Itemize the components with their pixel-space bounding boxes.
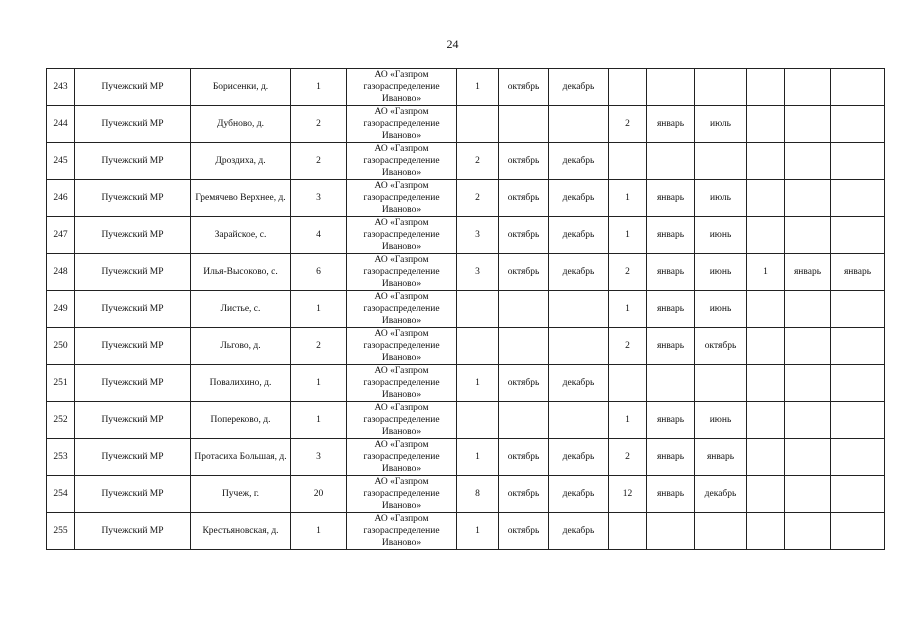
table-row xyxy=(47,291,885,328)
row-number: 250 xyxy=(47,328,75,365)
period-a-end: декабрь xyxy=(549,217,609,254)
period-a-end xyxy=(549,328,609,365)
period-a-end: декабрь xyxy=(549,143,609,180)
table-row xyxy=(47,69,885,106)
period-b-start: январь xyxy=(647,328,695,365)
gasification-table xyxy=(46,68,885,550)
district-cell: Пучежский МР xyxy=(75,106,191,143)
period-c-quantity xyxy=(747,476,785,513)
period-a-quantity: 2 xyxy=(457,143,499,180)
row-number: 249 xyxy=(47,291,75,328)
period-b-quantity xyxy=(609,513,647,550)
row-number: 255 xyxy=(47,513,75,550)
period-b-start: январь xyxy=(647,291,695,328)
period-b-start: январь xyxy=(647,476,695,513)
period-c-end xyxy=(831,439,885,476)
district-cell: Пучежский МР xyxy=(75,217,191,254)
period-c-quantity: 1 xyxy=(747,254,785,291)
count-cell: 4 xyxy=(291,217,347,254)
period-c-quantity xyxy=(747,439,785,476)
district-cell: Пучежский МР xyxy=(75,365,191,402)
period-b-end: июнь xyxy=(695,291,747,328)
period-b-quantity: 1 xyxy=(609,180,647,217)
period-c-quantity xyxy=(747,217,785,254)
count-cell: 3 xyxy=(291,439,347,476)
locality-cell: Гремячево Верхнее, д. xyxy=(191,180,291,217)
table-row xyxy=(47,180,885,217)
period-c-end xyxy=(831,513,885,550)
period-b-end xyxy=(695,365,747,402)
period-a-start: октябрь xyxy=(499,180,549,217)
locality-cell: Крестьяновская, д. xyxy=(191,513,291,550)
period-c-quantity xyxy=(747,328,785,365)
period-c-quantity xyxy=(747,180,785,217)
count-cell: 2 xyxy=(291,328,347,365)
period-c-start xyxy=(785,476,831,513)
period-a-start xyxy=(499,402,549,439)
operator-cell: АО «Газпром газораспределение Иваново» xyxy=(347,143,457,180)
table-row xyxy=(47,254,885,291)
period-b-end: июль xyxy=(695,106,747,143)
table-row xyxy=(47,143,885,180)
period-a-end: декабрь xyxy=(549,365,609,402)
period-c-start xyxy=(785,106,831,143)
locality-cell: Борисенки, д. xyxy=(191,69,291,106)
period-b-quantity: 2 xyxy=(609,328,647,365)
page-number: 24 xyxy=(446,37,459,51)
period-c-quantity xyxy=(747,291,785,328)
period-c-end xyxy=(831,328,885,365)
district-cell: Пучежский МР xyxy=(75,143,191,180)
period-c-quantity xyxy=(747,365,785,402)
count-cell: 3 xyxy=(291,180,347,217)
period-a-quantity: 8 xyxy=(457,476,499,513)
period-b-quantity: 2 xyxy=(609,254,647,291)
period-a-start xyxy=(499,328,549,365)
period-c-quantity xyxy=(747,402,785,439)
period-c-start xyxy=(785,180,831,217)
period-a-end: декабрь xyxy=(549,476,609,513)
period-a-start: октябрь xyxy=(499,69,549,106)
operator-cell: АО «Газпром газораспределение Иваново» xyxy=(347,69,457,106)
period-a-end: декабрь xyxy=(549,69,609,106)
row-number: 243 xyxy=(47,69,75,106)
period-b-start xyxy=(647,365,695,402)
period-c-end xyxy=(831,365,885,402)
period-a-start: октябрь xyxy=(499,513,549,550)
row-number: 245 xyxy=(47,143,75,180)
period-a-quantity: 2 xyxy=(457,180,499,217)
period-a-start: октябрь xyxy=(499,365,549,402)
period-a-end: декабрь xyxy=(549,254,609,291)
period-b-end: июнь xyxy=(695,254,747,291)
period-c-start xyxy=(785,513,831,550)
period-b-quantity xyxy=(609,69,647,106)
period-c-end xyxy=(831,143,885,180)
period-b-start xyxy=(647,69,695,106)
period-a-start: октябрь xyxy=(499,439,549,476)
period-c-end xyxy=(831,217,885,254)
period-c-start xyxy=(785,69,831,106)
period-b-quantity: 1 xyxy=(609,217,647,254)
period-b-end: июнь xyxy=(695,217,747,254)
period-c-end xyxy=(831,291,885,328)
period-a-start xyxy=(499,291,549,328)
period-a-quantity xyxy=(457,402,499,439)
period-a-quantity: 1 xyxy=(457,365,499,402)
locality-cell: Дубново, д. xyxy=(191,106,291,143)
period-c-quantity xyxy=(747,106,785,143)
period-b-end: октябрь xyxy=(695,328,747,365)
period-c-quantity xyxy=(747,69,785,106)
period-b-start: январь xyxy=(647,254,695,291)
locality-cell: Пучеж, г. xyxy=(191,476,291,513)
period-c-end xyxy=(831,476,885,513)
period-a-end xyxy=(549,291,609,328)
district-cell: Пучежский МР xyxy=(75,513,191,550)
period-b-start xyxy=(647,143,695,180)
period-c-end xyxy=(831,180,885,217)
period-c-quantity xyxy=(747,143,785,180)
period-a-quantity: 1 xyxy=(457,513,499,550)
row-number: 253 xyxy=(47,439,75,476)
period-b-start: январь xyxy=(647,106,695,143)
period-a-quantity xyxy=(457,328,499,365)
locality-cell: Поперековo, д. xyxy=(191,402,291,439)
count-cell: 6 xyxy=(291,254,347,291)
period-b-quantity: 2 xyxy=(609,106,647,143)
period-b-start xyxy=(647,513,695,550)
operator-cell: АО «Газпром газораспределение Иваново» xyxy=(347,328,457,365)
period-c-start xyxy=(785,291,831,328)
period-b-end: июль xyxy=(695,180,747,217)
period-b-quantity: 2 xyxy=(609,439,647,476)
period-b-start: январь xyxy=(647,180,695,217)
operator-cell: АО «Газпром газораспределение Иваново» xyxy=(347,513,457,550)
table-row xyxy=(47,402,885,439)
period-b-quantity xyxy=(609,143,647,180)
period-a-start: октябрь xyxy=(499,217,549,254)
period-a-end xyxy=(549,106,609,143)
table-row xyxy=(47,217,885,254)
district-cell: Пучежский МР xyxy=(75,439,191,476)
period-a-quantity xyxy=(457,291,499,328)
operator-cell: АО «Газпром газораспределение Иваново» xyxy=(347,291,457,328)
operator-cell: АО «Газпром газораспределение Иваново» xyxy=(347,180,457,217)
count-cell: 1 xyxy=(291,365,347,402)
row-number: 246 xyxy=(47,180,75,217)
row-number: 248 xyxy=(47,254,75,291)
table-row xyxy=(47,106,885,143)
period-a-quantity: 3 xyxy=(457,254,499,291)
count-cell: 2 xyxy=(291,143,347,180)
operator-cell: АО «Газпром газораспределение Иваново» xyxy=(347,439,457,476)
count-cell: 1 xyxy=(291,513,347,550)
period-c-start xyxy=(785,217,831,254)
count-cell: 1 xyxy=(291,69,347,106)
period-c-start xyxy=(785,328,831,365)
operator-cell: АО «Газпром газораспределение Иваново» xyxy=(347,402,457,439)
period-b-end: июнь xyxy=(695,402,747,439)
operator-cell: АО «Газпром газораспределение Иваново» xyxy=(347,254,457,291)
period-c-end xyxy=(831,402,885,439)
locality-cell: Зарайское, с. xyxy=(191,217,291,254)
period-a-quantity: 1 xyxy=(457,439,499,476)
period-b-start: январь xyxy=(647,402,695,439)
district-cell: Пучежский МР xyxy=(75,254,191,291)
table-row xyxy=(47,365,885,402)
row-number: 252 xyxy=(47,402,75,439)
row-number: 244 xyxy=(47,106,75,143)
period-a-start: октябрь xyxy=(499,476,549,513)
table-row xyxy=(47,328,885,365)
period-a-end: декабрь xyxy=(549,180,609,217)
period-b-quantity: 12 xyxy=(609,476,647,513)
period-c-end: январь xyxy=(831,254,885,291)
period-b-end xyxy=(695,513,747,550)
district-cell: Пучежский МР xyxy=(75,69,191,106)
locality-cell: Дроздиха, д. xyxy=(191,143,291,180)
period-b-end: декабрь xyxy=(695,476,747,513)
district-cell: Пучежский МР xyxy=(75,180,191,217)
period-a-end: декабрь xyxy=(549,439,609,476)
count-cell: 2 xyxy=(291,106,347,143)
row-number: 251 xyxy=(47,365,75,402)
operator-cell: АО «Газпром газораспределение Иваново» xyxy=(347,365,457,402)
district-cell: Пучежский МР xyxy=(75,402,191,439)
period-c-start xyxy=(785,143,831,180)
period-c-start xyxy=(785,402,831,439)
period-c-start: январь xyxy=(785,254,831,291)
period-b-quantity: 1 xyxy=(609,402,647,439)
period-b-end: январь xyxy=(695,439,747,476)
row-number: 254 xyxy=(47,476,75,513)
period-b-start: январь xyxy=(647,217,695,254)
locality-cell: Протасиха Большая, д. xyxy=(191,439,291,476)
period-a-start: октябрь xyxy=(499,143,549,180)
district-cell: Пучежский МР xyxy=(75,476,191,513)
period-a-end xyxy=(549,402,609,439)
district-cell: Пучежский МР xyxy=(75,291,191,328)
period-a-end: декабрь xyxy=(549,513,609,550)
period-c-quantity xyxy=(747,513,785,550)
operator-cell: АО «Газпром газораспределение Иваново» xyxy=(347,476,457,513)
period-a-quantity: 3 xyxy=(457,217,499,254)
locality-cell: Повалихино, д. xyxy=(191,365,291,402)
period-c-end xyxy=(831,69,885,106)
period-b-start: январь xyxy=(647,439,695,476)
operator-cell: АО «Газпром газораспределение Иваново» xyxy=(347,106,457,143)
table-row xyxy=(47,439,885,476)
period-a-quantity: 1 xyxy=(457,69,499,106)
locality-cell: Листье, с. xyxy=(191,291,291,328)
period-b-quantity: 1 xyxy=(609,291,647,328)
period-a-quantity xyxy=(457,106,499,143)
locality-cell: Илья-Высоково, с. xyxy=(191,254,291,291)
table-row xyxy=(47,476,885,513)
period-b-quantity xyxy=(609,365,647,402)
district-cell: Пучежский МР xyxy=(75,328,191,365)
period-b-end xyxy=(695,69,747,106)
count-cell: 1 xyxy=(291,402,347,439)
row-number: 247 xyxy=(47,217,75,254)
operator-cell: АО «Газпром газораспределение Иваново» xyxy=(347,217,457,254)
period-c-start xyxy=(785,365,831,402)
period-a-start: октябрь xyxy=(499,254,549,291)
table-row xyxy=(47,513,885,550)
count-cell: 20 xyxy=(291,476,347,513)
count-cell: 1 xyxy=(291,291,347,328)
period-c-end xyxy=(831,106,885,143)
period-b-end xyxy=(695,143,747,180)
locality-cell: Льгово, д. xyxy=(191,328,291,365)
period-a-start xyxy=(499,106,549,143)
period-c-start xyxy=(785,439,831,476)
